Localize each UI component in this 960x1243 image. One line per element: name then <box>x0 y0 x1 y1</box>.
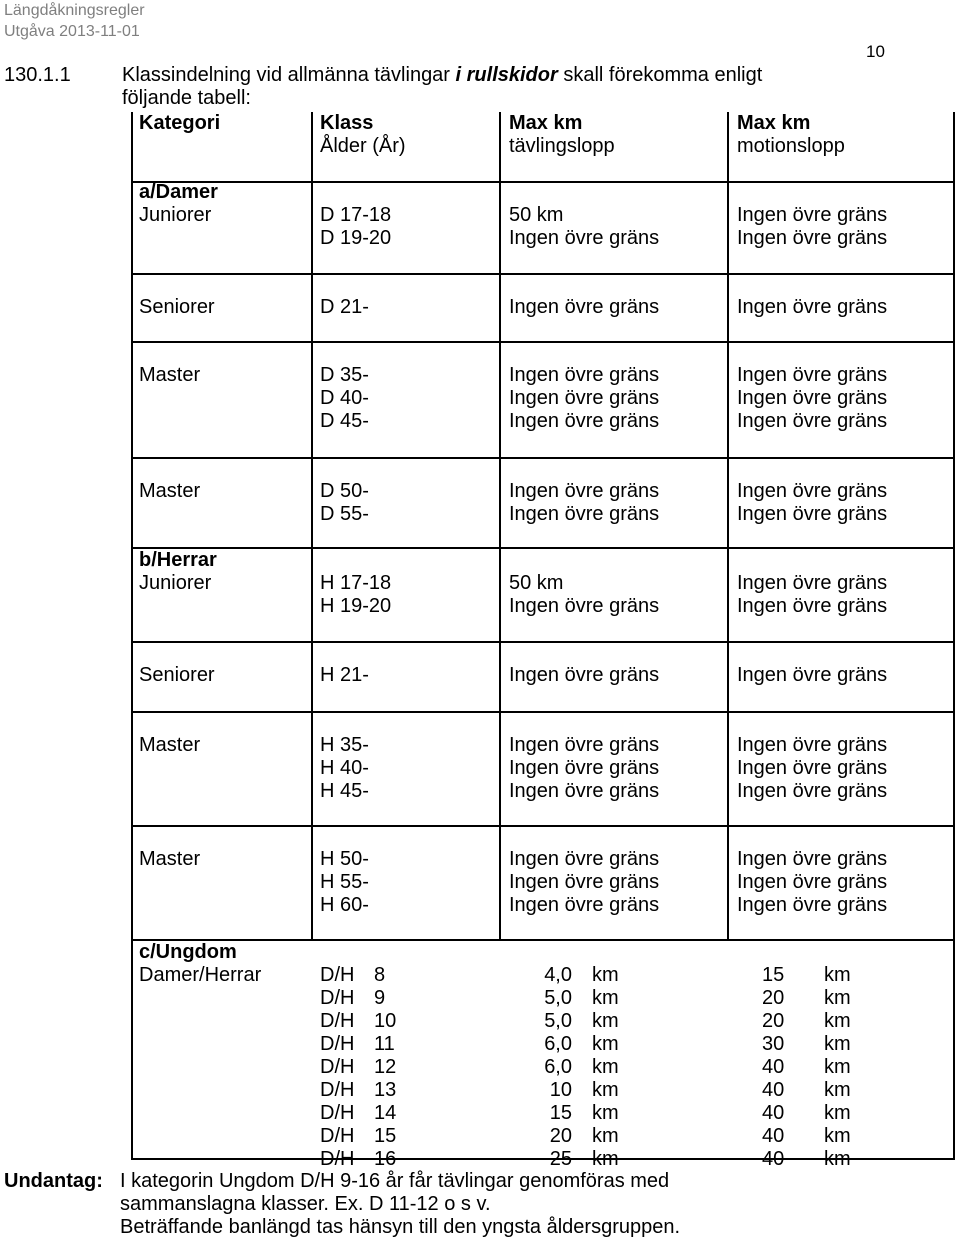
youth-age: 14 <box>374 1102 397 1124</box>
youth-age: 8 <box>374 964 386 986</box>
intro-emphasis: i rullskidor <box>455 64 558 86</box>
max-race-cell: Ingen övre gräns <box>509 296 660 318</box>
class-cell: D 40- <box>320 387 369 409</box>
max-motion-cell: Ingen övre gräns <box>737 572 888 594</box>
class-cell: H 17-18 <box>320 572 392 594</box>
youth-max-race: 4,0 <box>544 964 572 986</box>
youth-age: 12 <box>374 1056 397 1078</box>
max-motion-cell: Ingen övre gräns <box>737 871 888 893</box>
class-cell: H 50- <box>320 848 369 870</box>
class-cell: H 35- <box>320 734 369 756</box>
youth-race-unit: km <box>592 964 619 986</box>
group-label-herrar: b/Herrar <box>139 549 217 571</box>
youth-race-unit: km <box>592 1079 619 1101</box>
youth-max-race: 15 <box>549 1102 572 1124</box>
youth-row <box>0 1010 960 1033</box>
max-motion-cell: Ingen övre gräns <box>737 364 888 386</box>
youth-row <box>0 1056 960 1079</box>
youth-age: 9 <box>374 987 386 1009</box>
row-divider <box>131 341 955 343</box>
youth-age: 15 <box>374 1125 397 1147</box>
max-motion-cell: Ingen övre gräns <box>737 387 888 409</box>
class-cell: H 19-20 <box>320 595 392 617</box>
category-cell: Master <box>139 848 201 870</box>
youth-row <box>0 1102 960 1125</box>
youth-max-race: 25 <box>549 1148 572 1170</box>
max-race-cell: Ingen övre gräns <box>509 780 660 802</box>
class-cell: H 45- <box>320 780 369 802</box>
max-race-cell: Ingen övre gräns <box>509 734 660 756</box>
max-race-cell: 50 km <box>509 572 564 594</box>
youth-age: 13 <box>374 1079 397 1101</box>
max-race-cell: Ingen övre gräns <box>509 757 660 779</box>
max-motion-cell: Ingen övre gräns <box>737 848 888 870</box>
max-race-cell: Ingen övre gräns <box>509 410 660 432</box>
max-motion-cell: Ingen övre gräns <box>737 780 888 802</box>
youth-max-race: 5,0 <box>544 987 572 1009</box>
max-motion-cell: Ingen övre gräns <box>737 894 888 916</box>
youth-row <box>0 1079 960 1102</box>
category-cell: Master <box>139 480 201 502</box>
header-klass: Klass <box>320 112 374 134</box>
row-divider <box>131 939 955 941</box>
youth-max-motion: 15 <box>762 964 785 986</box>
youth-max-race: 10 <box>549 1079 572 1101</box>
max-race-cell: Ingen övre gräns <box>509 848 660 870</box>
youth-prefix: D/H <box>320 1010 355 1032</box>
youth-motion-unit: km <box>824 964 851 986</box>
youth-max-race: 5,0 <box>544 1010 572 1032</box>
section-number: 130.1.1 <box>4 64 71 86</box>
youth-race-unit: km <box>592 987 619 1009</box>
document-edition: Utgåva 2013-11-01 <box>4 23 140 40</box>
header-alder: Ålder (År) <box>320 135 406 157</box>
section-intro-line2: följande tabell: <box>122 87 251 109</box>
class-cell: D 17-18 <box>320 204 392 226</box>
youth-max-race: 20 <box>549 1125 572 1147</box>
youth-prefix: D/H <box>320 987 355 1009</box>
group-label-damer: a/Damer <box>139 181 218 203</box>
max-race-cell: Ingen övre gräns <box>509 894 660 916</box>
youth-prefix: D/H <box>320 1033 355 1055</box>
max-motion-cell: Ingen övre gräns <box>737 410 888 432</box>
youth-motion-unit: km <box>824 1125 851 1147</box>
youth-prefix: D/H <box>320 1102 355 1124</box>
youth-age: 16 <box>374 1148 397 1170</box>
class-cell: D 50- <box>320 480 369 502</box>
youth-prefix: D/H <box>320 1056 355 1078</box>
youth-row <box>0 987 960 1010</box>
max-race-cell: Ingen övre gräns <box>509 364 660 386</box>
max-motion-cell: Ingen övre gräns <box>737 595 888 617</box>
max-race-cell: Ingen övre gräns <box>509 871 660 893</box>
class-cell: D 21- <box>320 296 369 318</box>
youth-prefix: D/H <box>320 1079 355 1101</box>
row-divider <box>131 457 955 459</box>
category-cell: Seniorer <box>139 296 215 318</box>
category-cell: Seniorer <box>139 664 215 686</box>
row-divider <box>131 641 955 643</box>
max-race-cell: Ingen övre gräns <box>509 480 660 502</box>
youth-max-race: 6,0 <box>544 1033 572 1055</box>
row-divider <box>131 181 955 183</box>
header-motionslopp: motionslopp <box>737 135 845 157</box>
exception-line-3: Beträffande banlängd tas hänsyn till den yngsta åldersgruppen. <box>120 1216 681 1238</box>
youth-max-motion: 40 <box>762 1102 785 1124</box>
category-cell: Master <box>139 364 201 386</box>
youth-max-motion: 40 <box>762 1125 785 1147</box>
youth-max-race: 6,0 <box>544 1056 572 1078</box>
intro-part1: Klassindelning vid allmänna tävlingar <box>122 64 456 86</box>
max-race-cell: Ingen övre gräns <box>509 227 660 249</box>
max-motion-cell: Ingen övre gräns <box>737 480 888 502</box>
section-intro <box>122 64 762 87</box>
youth-age: 10 <box>374 1010 397 1032</box>
youth-motion-unit: km <box>824 1010 851 1032</box>
column-divider-3 <box>727 112 729 940</box>
max-motion-cell: Ingen övre gräns <box>737 503 888 525</box>
row-divider <box>131 273 955 275</box>
youth-row <box>0 1125 960 1148</box>
youth-max-motion: 30 <box>762 1033 785 1055</box>
class-cell: D 35- <box>320 364 369 386</box>
intro-part2: skall förekomma enligt <box>557 64 763 86</box>
youth-race-unit: km <box>592 1010 619 1032</box>
header-kategori: Kategori <box>139 112 221 134</box>
row-divider <box>131 711 955 713</box>
youth-row <box>0 1033 960 1056</box>
youth-race-unit: km <box>592 1125 619 1147</box>
youth-row <box>0 1148 960 1171</box>
youth-motion-unit: km <box>824 1148 851 1170</box>
category-cell: Master <box>139 734 201 756</box>
max-motion-cell: Ingen övre gräns <box>737 296 888 318</box>
max-race-cell: 50 km <box>509 204 564 226</box>
youth-row <box>0 964 960 987</box>
max-motion-cell: Ingen övre gräns <box>737 664 888 686</box>
youth-race-unit: km <box>592 1102 619 1124</box>
max-motion-cell: Ingen övre gräns <box>737 757 888 779</box>
max-motion-cell: Ingen övre gräns <box>737 227 888 249</box>
youth-race-unit: km <box>592 1148 619 1170</box>
class-cell: H 21- <box>320 664 369 686</box>
youth-motion-unit: km <box>824 1033 851 1055</box>
category-cell: Juniorer <box>139 572 212 594</box>
youth-motion-unit: km <box>824 1079 851 1101</box>
exception-line-2: sammanslagna klasser. Ex. D 11-12 o s v. <box>120 1193 491 1215</box>
page-number: 10 <box>866 42 885 61</box>
class-cell: D 19-20 <box>320 227 392 249</box>
class-cell: D 55- <box>320 503 369 525</box>
youth-prefix: D/H <box>320 1148 355 1170</box>
header-max-motion: Max km <box>737 112 811 134</box>
youth-age: 11 <box>374 1033 395 1055</box>
youth-max-motion: 20 <box>762 987 785 1009</box>
class-cell: D 45- <box>320 410 369 432</box>
header-tavlingslopp: tävlingslopp <box>509 135 615 157</box>
youth-max-motion: 40 <box>762 1079 785 1101</box>
document-title: Längdåkningsregler <box>4 2 145 19</box>
max-motion-cell: Ingen övre gräns <box>737 734 888 756</box>
max-race-cell: Ingen övre gräns <box>509 503 660 525</box>
youth-motion-unit: km <box>824 1056 851 1078</box>
max-race-cell: Ingen övre gräns <box>509 595 660 617</box>
column-divider-1 <box>311 112 313 940</box>
class-cell: H 55- <box>320 871 369 893</box>
youth-max-motion: 40 <box>762 1056 785 1078</box>
youth-motion-unit: km <box>824 987 851 1009</box>
class-cell: H 60- <box>320 894 369 916</box>
row-divider <box>131 825 955 827</box>
youth-category: Damer/Herrar <box>139 964 262 986</box>
max-motion-cell: Ingen övre gräns <box>737 204 888 226</box>
category-cell: Juniorer <box>139 204 212 226</box>
exception-line-1: I kategorin Ungdom D/H 9-16 år får tävlingar genomföras med <box>120 1170 670 1192</box>
youth-max-motion: 20 <box>762 1010 785 1032</box>
max-race-cell: Ingen övre gräns <box>509 664 660 686</box>
youth-race-unit: km <box>592 1033 619 1055</box>
youth-race-unit: km <box>592 1056 619 1078</box>
exception-label: Undantag: <box>4 1170 103 1192</box>
youth-motion-unit: km <box>824 1102 851 1124</box>
youth-prefix: D/H <box>320 1125 355 1147</box>
group-label-ungdom: c/Ungdom <box>139 941 237 963</box>
column-divider-2 <box>499 112 501 940</box>
youth-prefix: D/H <box>320 964 355 986</box>
header-max-tavling: Max km <box>509 112 583 134</box>
class-cell: H 40- <box>320 757 369 779</box>
max-race-cell: Ingen övre gräns <box>509 387 660 409</box>
youth-max-motion: 40 <box>762 1148 785 1170</box>
row-divider <box>131 547 955 549</box>
